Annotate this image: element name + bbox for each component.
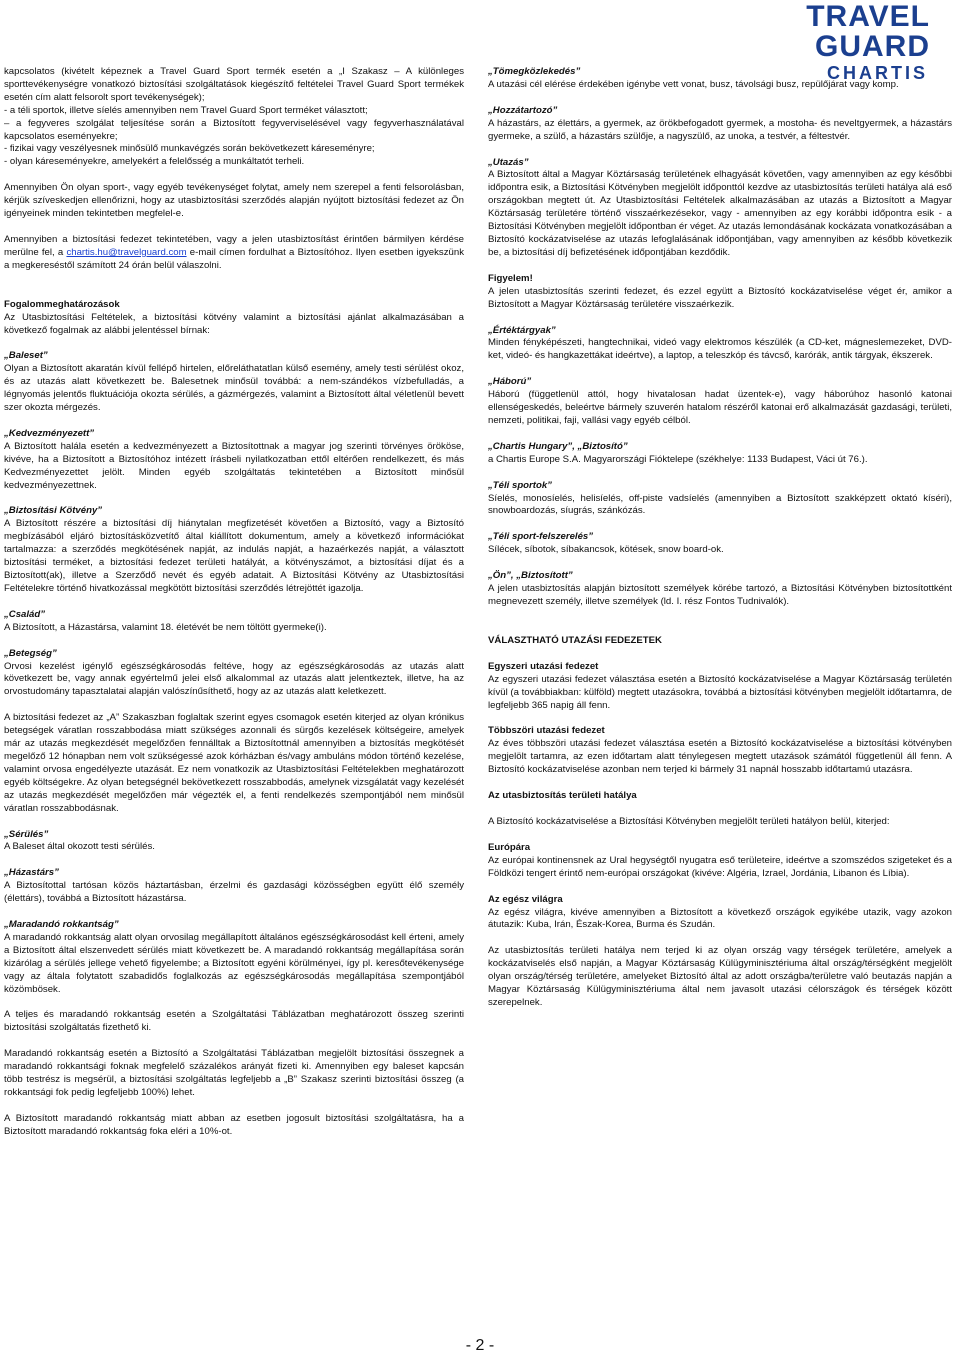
- term-maradando-rokkantsag: „Maradandó rokkantság”: [4, 919, 119, 931]
- definitions-title: Fogalommeghatározások: [4, 298, 120, 310]
- intro-paragraph-2: - a téli sportok, illetve síelés amennyiben nem Travel Guard Sport terméket választott;: [4, 104, 368, 116]
- def-teli-sport-felszereles: Sílécek, síbotok, síbakancsok, kötések, snow board-ok.: [488, 544, 724, 556]
- term-chartis-hungary: „Chartis Hungary”, „Biztosító”: [488, 440, 628, 452]
- terulet-title: Az utasbiztosítás területi hatálya: [488, 790, 637, 802]
- intro-paragraph-1: kapcsolatos (kivételt képeznek a Travel Guard Sport termék esetén a „I Szakasz – A különleges sporttevékenységre vonatkozó biztosítási szolgáltatások kiegészítő feltételei Travel Guard Sport termékek esetén cím alatt felsorolt sport tevékenységek);: [4, 66, 464, 103]
- page-number: - 2 -: [465, 1337, 495, 1354]
- term-utazas: „Utazás”: [488, 156, 529, 168]
- term-on-biztositott: „Ön”, „Biztosított”: [488, 570, 573, 582]
- term-hazastars: „Házastárs”: [4, 867, 59, 879]
- logo-main-text: TRAVEL GUARD: [806, 0, 930, 63]
- def-on-biztositott: A jelen utasbiztosítás alapján biztosított személyek körébe tartozó, a Biztosítási Kötvényben biztosítottként megnevezett személy, illetve személyek (ld. I. rész Fontos Tudnivalók).: [488, 583, 952, 607]
- def-chartis-hungary: a Chartis Europe S.A. Magyarországi Fióktelepe (székhelye: 1133 Budapest, Váci út 76.).: [488, 453, 868, 465]
- hatalya-exclusion-text: Az utasbiztosítás területi hatálya nem terjed ki az olyan ország vagy térségek területére, amelyek a kockázatviselés első napján, a Magyar Köztársaság Külügyminisztériuma által ország/térségként megjelölt olyan ország/térség területére, amelyeket Biztosító által az adott országba/területre való beutazás napján a Magyar Köztársaság Külügyminisztériuma által nem javasolt utazási célországok és térségek között szerepelnek.: [488, 945, 952, 1008]
- term-tomegkozlekedes: „Tömegközlekedés”: [488, 66, 581, 77]
- coverage-paragraph: A biztosítási fedezet az „A” Szakaszban foglaltak szerint egyes csomagok esetén kiterjed az olyan krónikus betegségek váratlan rosszabbodása miatt szükséges azonnali és sürgős kezelések költségeire, amelyek már az utazás megkezdését megelőzően fennálltak a Biztosítottnál amennyiben a biztosítás megkötését megelőző 12 hónapban nem volt szükségessé azok kórházban és/vagy ambuláns módon történő kezelése, valamint orvosa engedélyezte utazását. Ez nem vonatkozik az Utasbiztosítási Feltételekben meghatározott egyéb költségekre. Az olyan betegségnél bekövetkezett rosszabbodás, amelynek vizsgálatát vagy kezelését az utazás megkezdését megelőzően már végezték el, a fenti rendelkezés szempontjából nem minősül váratlan rosszabbodásnak.: [4, 712, 464, 814]
- def-biztositasi-kotveny: A Biztosított részére a biztosítási díj hiánytalan megfizetését követően a Biztosító, vagy a Biztosító megbízásából eljáró biztosításközvetítő által kiállított dokumentum, amely a következő információkat tartalmazza: a szerződés megkötésének napját, az indulás napját, a hazaérkezés napját, a választott biztosítási terméket, a biztosítási fedezet területi hatályát, a kötvényszámot, a biztosítási díjat és a Biztosított(ak), illetve a Szerződő nevét és egyéb adatait. A Biztosítási Kötvény az Utasbiztosítási Feltételekre történő hivatkozással megkötött biztosítási szerződés létrejöttét igazolja.: [4, 518, 464, 594]
- sport-paragraph: Amennyiben Ön olyan sport-, vagy egyéb tevékenységet folytat, amely nem szerepel a fenti felsorolásban, kérjük szíveskedjen ellenőrizni, hogy az utasbiztosítási szerződés alapján nyújtott biztosítási fedezet az Ön igényeinek minden tekintetben megfelel-e.: [4, 182, 464, 220]
- left-column: [4, 66, 464, 1139]
- egyszeri-text: Az egyszeri utazási fedezet választása esetén a Biztosító kockázatviselése a Magyar Köztársaság területén kívül (a továbbiakban: külföld) megtett utazásokra, továbbá a biztosítási kötvényben megjelölt időtartamra, de legfeljebb 365 napig áll fenn.: [488, 673, 952, 711]
- term-kedvezmenyezett: „Kedvezményezett”: [4, 427, 95, 439]
- term-serules: „Sérülés”: [4, 828, 49, 840]
- def-kedvezmenyezett: A Biztosított halála esetén a kedvezményezett a Biztosítottnak a magyar jog szerinti törvényes örököse, kivéve, ha a Biztosított a Biztosítóhoz intézett írásbeli nyilatkozatban ettől eltérően rendelkezett, és más Kedvezményezettet jelölt. Minden egyéb szolgáltatás tekintetében a Biztosított minősül kedvezményezettnek.: [4, 440, 464, 491]
- warning-text: A jelen utasbiztosítás szerinti fedezet, és ezzel együtt a Biztosító kockázatviselése véget ér, amikor a Biztosított a Magyar Köztársaság területére visszaérkezik.: [488, 285, 952, 310]
- right-column: [488, 66, 952, 1010]
- terulet-text: A Biztosító kockázatviselése a Biztosítási Kötvényben megjelölt területi hatályon belül, kiterjed:: [488, 815, 890, 827]
- def-maradando-rokkantsag: A maradandó rokkantság alatt olyan orvosilag megállapított általános egészségkárosodást kell érteni, amely a Biztosított által elszenvedett sérülés miatt következett be. A maradandó rokkantság megállapítása során kizárólag a sérülés jellege vehető figyelembe; a Biztosított egyéni körülményei, így pl. keresőtevékenysége vagy az általa folytatott szabadidős foglalkozás az egészségkárosodás megállapítása szempontjából közömbösek.: [4, 931, 464, 995]
- question-text-b: e-mail címen fordulhat a Biztosítóhoz. Ilyen esetben igyekszünk a megkereséstől számított 24 órán belül válaszolni.: [4, 246, 464, 271]
- def-teli-sportok: Síelés, monosíelés, helisíelés, off-piste vadsíelés (amennyiben a Biztosított szakképzett oktató kíséri), snowboardozás, síugrás, szánkózás.: [488, 492, 952, 517]
- definitions-intro: Az Utasbiztosítási Feltételek, a biztosítási kötvény valamint a biztosítási ajánlat alkalmazásában a következő fogalmak az alábbi jelentéssel bírnak:: [4, 311, 464, 336]
- def-hazastars: A Biztosítottal tartósan közös háztartásban, érzelmi és gazdasági közösségben együtt élő személy (élettárs), továbbá a Biztosított házastársa.: [4, 880, 464, 905]
- def-betegseg: Orvosi kezelést igénylő egészségkárosodás feltéve, hogy az egészségkárosodás az utazás alatt következett be, vagy annak egyértelmű jelei első alkalommal az utazás alatt jelentkeztek, illetve, ha az orvostudomány tapasztalatai alapján valószínűsíthető, hogy az az utazás alatt keletkezett.: [4, 660, 464, 698]
- europa-title: Európára: [488, 841, 531, 853]
- term-biztositasi-kotveny: „Biztosítási Kötvény”: [4, 505, 103, 517]
- term-teli-sportok: „Téli sportok”: [488, 479, 552, 491]
- term-ertektargyak: „Értéktárgyak”: [488, 324, 556, 336]
- question-paragraph: [4, 234, 464, 273]
- term-hozzatartozo: „Hozzátartozó”: [488, 104, 558, 116]
- intro-paragraph-3: – a fegyveres szolgálat teljesítése során a Biztosított fegyverviselésével vagy fegyverhasználatával kapcsolatos eseményekre;: [4, 117, 464, 142]
- def-baleset: Olyan a Biztosított akaratán kívül fellépő hirtelen, előreláthatatlan külső esemény, amely testi sérülést okoz, és az utazás alatt következett be. Balesetnek minősül továbbá: a nem-szándékos vízbefulladás, a légnyomás jelentős fluktuációja okozta sérülés, a gázmérgezés, valamint a Biztosított által véletlenül bevett szer okozta mérgezés.: [4, 363, 464, 414]
- def-hozzatartozo: A házastárs, az élettárs, a gyermek, az örökbefogadott gyermek, a mostoha- és neveltgyermek, a házastárs gyermeke, a szülő, a házastárs szülője, a nagyszülő, az unoka, a testvér, a féltestvér.: [488, 117, 952, 142]
- disability-paragraph-2: A teljes és maradandó rokkantság esetén a Szolgáltatási Táblázatban meghatározott összeg szerinti biztosítási szolgáltatás fizethető ki.: [4, 1009, 464, 1034]
- warning-title: Figyelem!: [488, 272, 533, 284]
- term-betegseg: „Betegség”: [4, 647, 57, 659]
- disability-paragraph-3: Maradandó rokkantság esetén a Biztosító a Szolgáltatási Táblázatban megjelölt biztosítási összegnek a maradandó rokkantsági foknak megfelelő százalékos arányát fizeti ki. Amennyiben egy baleset kapcsán több testrész is megsérül, a biztosítási szolgáltatás legfeljebb a „B” Szakasz szerinti biztosítási összeg (a rokkantsági fok pedig legfeljebb 100%) lehet.: [4, 1048, 464, 1098]
- question-text-a: Amennyiben a biztosítási fedezet tekintetében, vagy a jelen utasbiztosítást érintően bármilyen kérdése merülne fel, a: [4, 233, 464, 258]
- term-haboru: „Háború”: [488, 376, 532, 388]
- tobbszori-title: Többszöri utazási fedezet: [488, 725, 605, 737]
- term-csalad: „Család”: [4, 608, 46, 620]
- def-tomegkozlekedes: A utazási cél elérése érdekében igénybe vett vonat, busz, távolsági busz, repülőjárat vagy komp.: [488, 78, 899, 90]
- def-haboru: Háború (függetlenül attól, hogy hivatalosan hadat üzentek-e), vagy háborúhoz hasonló katonai ellenségeskedés, beleértve bármely szuverén hatalom részéről katonai erő alkalmazását gazdasági, területi, nemzeti, politikai, faji, vallási vagy egyéb célból.: [488, 389, 952, 426]
- intro-paragraph-4: - fizikai vagy veszélyesnek minősülő munkavégzés során bekövetkezett káreseményre;: [4, 143, 375, 155]
- europa-text: Az európai kontinensnek az Ural hegységtől nyugatra eső területeire, ideértve a szomszédos szigeteket és a Földközi tengert érintő nem-európai országokat (kivéve: Algéria, Izrael, Jordánia, Libanon és Líbia).: [488, 854, 952, 879]
- def-serules: A Baleset által okozott testi sérülés.: [4, 841, 155, 853]
- vilag-text: Az egész világra, kivéve amennyiben a Biztosított a következő országok egyikébe utazik, vagy azokon átutazik: Kuba, Irán, Észak-Korea, Burma és Szudán.: [488, 906, 952, 931]
- term-baleset: „Baleset”: [4, 350, 48, 362]
- intro-paragraph-5: - olyan káreseményekre, amelyekért a felelősség a munkáltatót terheli.: [4, 156, 305, 168]
- vilag-title: Az egész világra: [488, 893, 563, 905]
- egyszeri-title: Egyszeri utazási fedezet: [488, 660, 599, 672]
- section-title-valaszthato: VÁLASZTHATÓ UTAZÁSI FEDEZETEK: [488, 634, 662, 646]
- email-link[interactable]: chartis.hu@travelguard.com: [66, 246, 187, 258]
- def-csalad: A Biztosított, a Házastársa, valamint 18. életévét be nem töltött gyermeke(i).: [4, 621, 327, 633]
- term-teli-sport-felszereles: „Téli sport-felszerelés”: [488, 531, 594, 543]
- disability-paragraph-4: A Biztosított maradandó rokkantság miatt abban az esetben jogosult biztosítási szolgáltatásra, ha a Biztosított maradandó rokkantság foka eléri a 10%-ot.: [4, 1112, 464, 1137]
- def-utazas: A Biztosított által a Magyar Köztársaság területének elhagyását követően, vagy amennyiben az egy későbbi időpontra esik, a Biztosítási Kötvényben megjelölt időponttól kezdve az utasbiztosítás területi hatálya alá eső országokban megtett út. Az Utasbiztosítási Feltételek alkalmazásában az utazás a Biztosított a Magyar Köztársaság területére történő visszaérkezésekor, vagy - amennyiben az egy korábbi időpontra esik - a Biztosítási Kötvényben megjelölt időpontban ér véget. Az utazás lemondásának kockázata vonatkozásában a Biztosító kockázatviselése az utazás lefoglalásának időpontjában, vagy amennyiben az később következik be, a biztosítási díj befizetésének időpontjában kezdődik.: [488, 169, 952, 258]
- logo-sub-label: CHARTIS: [827, 63, 928, 83]
- travel-guard-logo: [690, 0, 930, 83]
- def-ertektargyak: Minden fényképészeti, hangtechnikai, videó vagy elektromos készülék (a CD-ket, mágneslemezeket, DVD-ket, videó- és hangkazettákat ideértve), a laptop, a teleszkóp és távcső, karórák, antik tárgyak, ékszerek.: [488, 337, 952, 362]
- tobbszori-text: Az éves többszöri utazási fedezet választása esetén a Biztosító kockázatviselése a biztosítási kötvényben megjelölt tartamra, az ezen időtartam alatt ténylegesen megtett utazások számától függetlenül áll fenn. A Biztosító kockázatviselése azonban nem terjed ki bármely 31 napnál hosszabb időtartamú utazásra.: [488, 738, 952, 776]
